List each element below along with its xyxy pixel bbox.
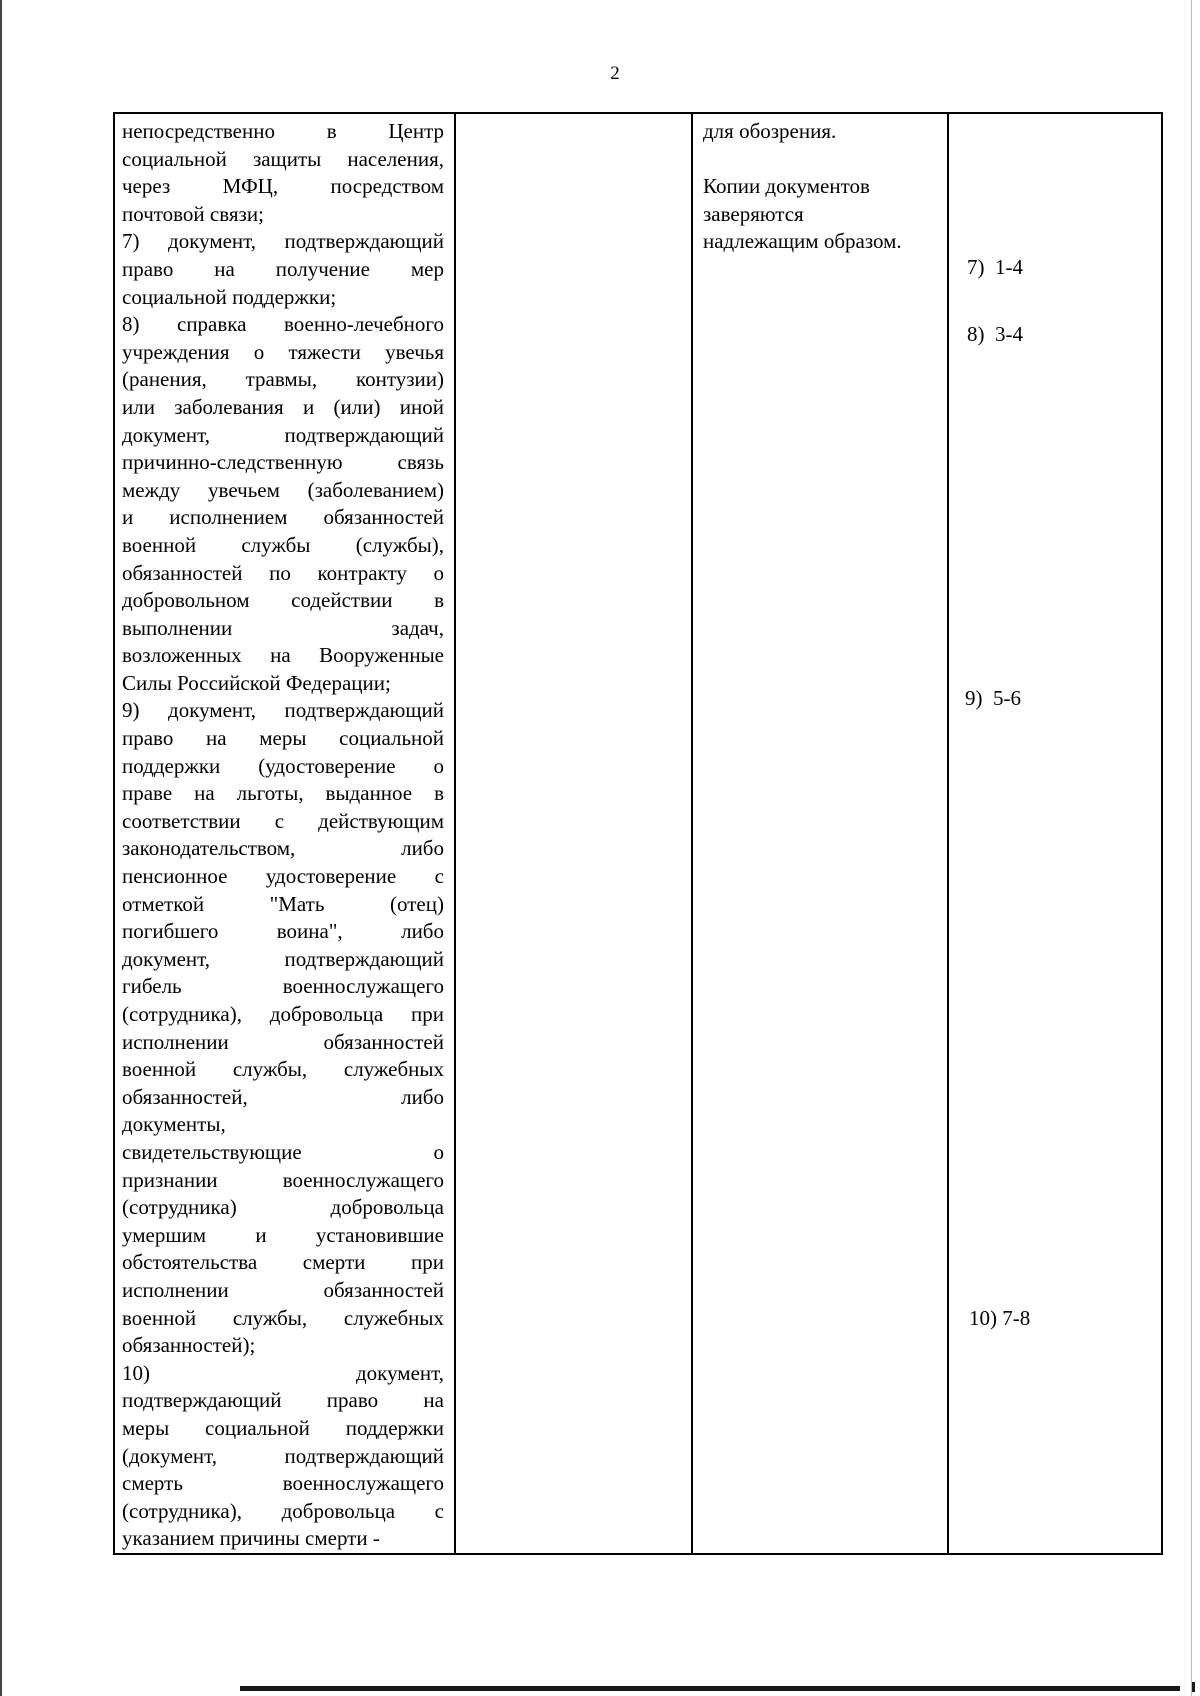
scan-edge-right	[1191, 0, 1192, 1696]
document-line: или заболевания и (или) иной	[122, 394, 444, 419]
document-line: Силы Российской Федерации;	[122, 670, 391, 695]
document-line: и исполнением обязанностей	[122, 505, 444, 530]
note-line: для обозрения.	[703, 119, 837, 143]
reference-item: 7) 1-4	[967, 255, 1023, 279]
document-line: обстоятельства смерти при	[122, 1250, 444, 1275]
documents-list-text	[115, 114, 454, 1553]
reference-item: 10) 7-8	[969, 1306, 1031, 1330]
document-line: документ, подтверждающий	[122, 946, 444, 971]
document-line: свидетельствующие о	[122, 1139, 444, 1164]
document-line: (документ, подтверждающий	[122, 1443, 444, 1468]
document-line: выполнении задач,	[122, 615, 444, 640]
document-line: исполнении обязанностей	[122, 1029, 444, 1054]
document-line: социальной защиты населения,	[122, 146, 444, 171]
reference-item: 9) 5-6	[965, 686, 1021, 710]
table-row	[114, 113, 1162, 1554]
document-line: почтовой связи;	[122, 201, 264, 226]
document-line: 10) документ,	[122, 1360, 444, 1385]
document-line: смерть военнослужащего	[122, 1471, 444, 1496]
document-line: возложенных на Вооруженные	[122, 643, 444, 668]
document-line: обязанностей, либо	[122, 1084, 444, 1109]
document-line: (сотрудника) добровольца	[122, 1195, 444, 1220]
document-line: подтверждающий право на	[122, 1388, 444, 1413]
empty-cell	[455, 113, 692, 1554]
document-line: законодательством, либо	[122, 836, 444, 861]
references-cell	[948, 113, 1162, 1554]
document-line: гибель военнослужащего	[122, 974, 444, 999]
document-line: военной службы (службы),	[122, 532, 444, 557]
document-line: умершим и установившие	[122, 1222, 444, 1247]
note-line: Копии документов	[703, 174, 870, 199]
bottom-rule	[240, 1686, 1180, 1691]
document-line: причинно-следственную связь	[122, 450, 444, 475]
scan-edge	[0, 0, 2, 1696]
document-line: праве на льготы, выданное в	[122, 781, 444, 806]
document-line: меры социальной поддержки	[122, 1415, 444, 1440]
document-line: документ, подтверждающий	[122, 422, 444, 447]
document-line: исполнении обязанностей	[122, 1277, 444, 1302]
document-line: (сотрудника), добровольца с	[122, 1498, 444, 1523]
document-line: право на получение мер	[122, 256, 444, 281]
document-line: 9) документ, подтверждающий	[122, 698, 444, 723]
document-line: погибшего воина", либо	[122, 919, 444, 944]
document-line: право на меры социальной	[122, 726, 444, 751]
document-line: обязанностей);	[122, 1333, 256, 1358]
document-line: военной службы, служебных	[122, 1305, 444, 1330]
document-line: непосредственно в Центр	[122, 119, 444, 143]
document-line: отметкой "Мать (отец)	[122, 891, 444, 916]
document-line: социальной поддержки;	[122, 284, 337, 309]
document-line: через МФЦ, посредством	[122, 174, 444, 199]
reference-item: 8) 3-4	[967, 322, 1023, 346]
document-line: пенсионное удостоверение с	[122, 864, 444, 889]
documents-list-cell	[114, 113, 455, 1554]
document-line: обязанностей по контракту о	[122, 560, 444, 585]
note-line: надлежащим образом.	[703, 229, 902, 254]
document-line: военной службы, служебных	[122, 1057, 444, 1082]
document-line: признании военнослужащего	[122, 1167, 444, 1192]
document-line: поддержки (удостоверение о	[122, 753, 444, 778]
document-line: учреждения о тяжести увечья	[122, 339, 444, 364]
document-line: документы,	[122, 1112, 226, 1137]
bottom-tick	[1192, 1682, 1195, 1692]
note-line: заверяются	[703, 201, 804, 226]
notes-cell	[692, 113, 948, 1554]
document-line: (сотрудника), добровольца при	[122, 1002, 444, 1026]
document-line: указанием причины смерти -	[122, 1526, 380, 1551]
notes-text	[693, 114, 947, 256]
document-line: добровольном содействии в	[122, 588, 444, 613]
document-line: (ранения, травмы, контузии)	[122, 367, 444, 392]
document-line: 8) справка военно-лечебного	[122, 312, 444, 337]
requirements-table	[113, 112, 1163, 1555]
page-number: 2	[610, 63, 620, 84]
document-line: между увечьем (заболеванием)	[122, 477, 444, 502]
document-line: 7) документ, подтверждающий	[122, 229, 444, 254]
document-line: соответствии с действующим	[122, 808, 444, 833]
